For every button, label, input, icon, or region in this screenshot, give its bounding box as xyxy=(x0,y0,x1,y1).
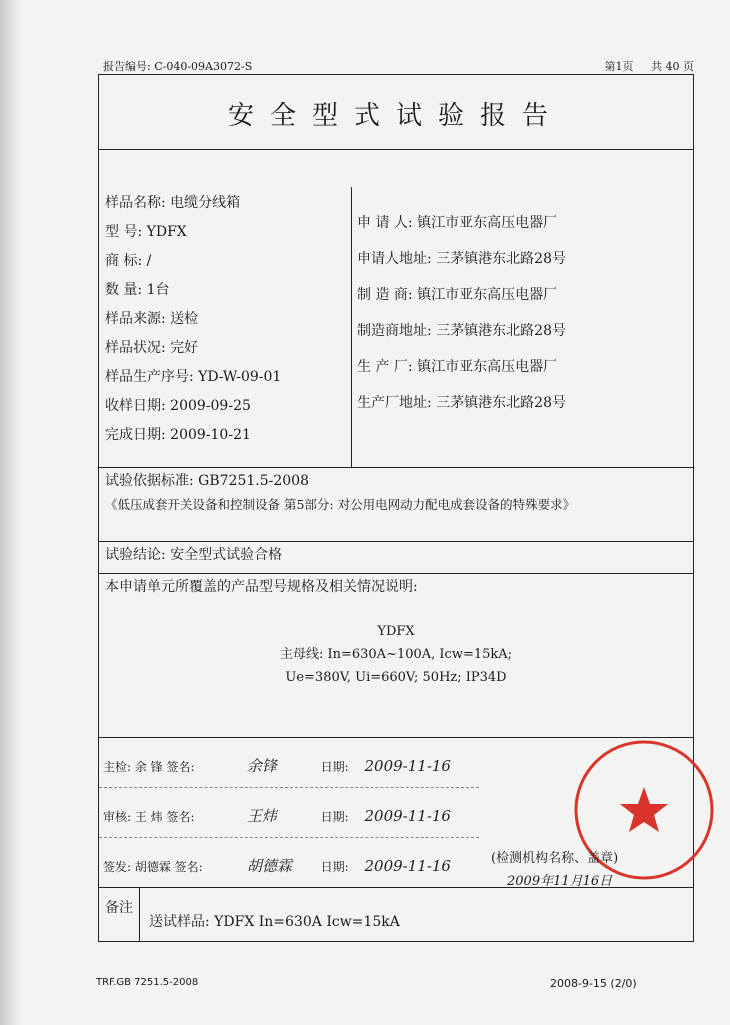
sample-brand: 商 标: / xyxy=(105,253,152,269)
page-current: 第1页 xyxy=(604,60,634,73)
report-title: 安全型式试验报告 xyxy=(227,101,564,131)
inspector-signature: 余锋 xyxy=(246,757,277,775)
footer-form-id: TRF.GB 7251.5-2008 xyxy=(96,977,199,988)
reviewer-label: 审核: 王 炜 签名: xyxy=(103,810,195,824)
report-number: 报告编号: C-040-09A3072-S xyxy=(103,60,253,73)
test-standard: 试验依据标准: GB7251.5-2008 xyxy=(105,473,309,489)
coverage-title: 本申请单元所覆盖的产品型号规格及相关情况说明: xyxy=(105,579,418,595)
applicant: 申 请 人: 镇江市亚东高压电器厂 xyxy=(357,215,558,231)
coverage-details xyxy=(99,620,693,689)
applicant-address: 申请人地址: 三茅镇港东北路28号 xyxy=(357,251,566,267)
reviewer-date: 2009-11-16 xyxy=(364,807,451,825)
received-date: 收样日期: 2009-09-25 xyxy=(105,398,251,414)
approver-date-label: 日期: xyxy=(320,860,349,874)
binding-shadow xyxy=(0,0,22,1025)
approver-signature: 胡德霖 xyxy=(246,857,292,875)
test-basis xyxy=(105,469,575,517)
divider-sign-1 xyxy=(99,787,479,788)
seal-star xyxy=(620,787,668,832)
remark-label: 备注 xyxy=(105,900,133,916)
report-frame xyxy=(98,74,694,942)
remark-text: 送试样品: YDFX In=630A Icw=15kA xyxy=(149,914,400,930)
reviewer-date-label: 日期: xyxy=(320,810,349,824)
inspector-row xyxy=(103,755,451,776)
divider-conclusion xyxy=(99,541,693,542)
applicant-info xyxy=(357,205,566,421)
sample-quantity: 数 量: 1台 xyxy=(105,282,170,298)
inspector-date-label: 日期: xyxy=(320,760,349,774)
factory: 生 产 厂: 镇江市亚东高压电器厂 xyxy=(357,359,558,375)
completed-date: 完成日期: 2009-10-21 xyxy=(105,427,251,443)
remark-divider xyxy=(139,887,140,941)
approver-row xyxy=(103,855,451,876)
divider-title xyxy=(99,149,693,150)
test-standard-name: 《低压成套开关设备和控制设备 第5部分: 对公用电网动力配电成套设备的特殊要求》 xyxy=(105,497,576,512)
reviewer-signature: 王炜 xyxy=(246,807,277,825)
info-divider xyxy=(351,187,352,467)
coverage-model: YDFX xyxy=(377,624,415,639)
manufacturer: 制 造 商: 镇江市亚东高压电器厂 xyxy=(357,287,558,303)
manufacturer-address: 制造商地址: 三茅镇港东北路28号 xyxy=(357,323,566,339)
coverage-line2: Ue=380V, Ui=660V; 50Hz; IP34D xyxy=(285,670,507,685)
inspector-label: 主检: 余 锋 签名: xyxy=(103,760,195,774)
sample-status: 样品状况: 完好 xyxy=(105,340,199,356)
sample-info xyxy=(105,189,281,450)
divider-sign-2 xyxy=(99,837,479,838)
page-indicator xyxy=(591,58,695,74)
divider-coverage xyxy=(99,573,693,574)
page-total: 共 40 页 xyxy=(651,60,694,73)
sample-serial: 样品生产序号: YD-W-09-01 xyxy=(105,369,282,385)
sample-model: 型 号: YDFX xyxy=(105,224,187,240)
sample-name: 样品名称: 电缆分线箱 xyxy=(105,195,241,211)
sample-source: 样品来源: 送检 xyxy=(105,311,199,327)
footer-version: 2008-9-15 (2/0) xyxy=(550,977,637,990)
divider-remark xyxy=(99,887,693,888)
stamp-date: 2009年11月16日 xyxy=(507,874,613,889)
approver-label: 签发: 胡德霖 签名: xyxy=(103,860,203,874)
divider-basis xyxy=(99,467,693,468)
test-conclusion: 试验结论: 安全型式试验合格 xyxy=(105,547,283,563)
reviewer-row xyxy=(103,805,451,826)
inspector-date: 2009-11-16 xyxy=(364,757,451,775)
coverage-line1: 主母线: In=630A~100A, Icw=15kA; xyxy=(279,647,513,662)
stamp-caption: (检测机构名称、盖章) xyxy=(491,851,619,866)
factory-address: 生产厂地址: 三茅镇港东北路28号 xyxy=(357,395,566,411)
approver-date: 2009-11-16 xyxy=(364,857,451,875)
